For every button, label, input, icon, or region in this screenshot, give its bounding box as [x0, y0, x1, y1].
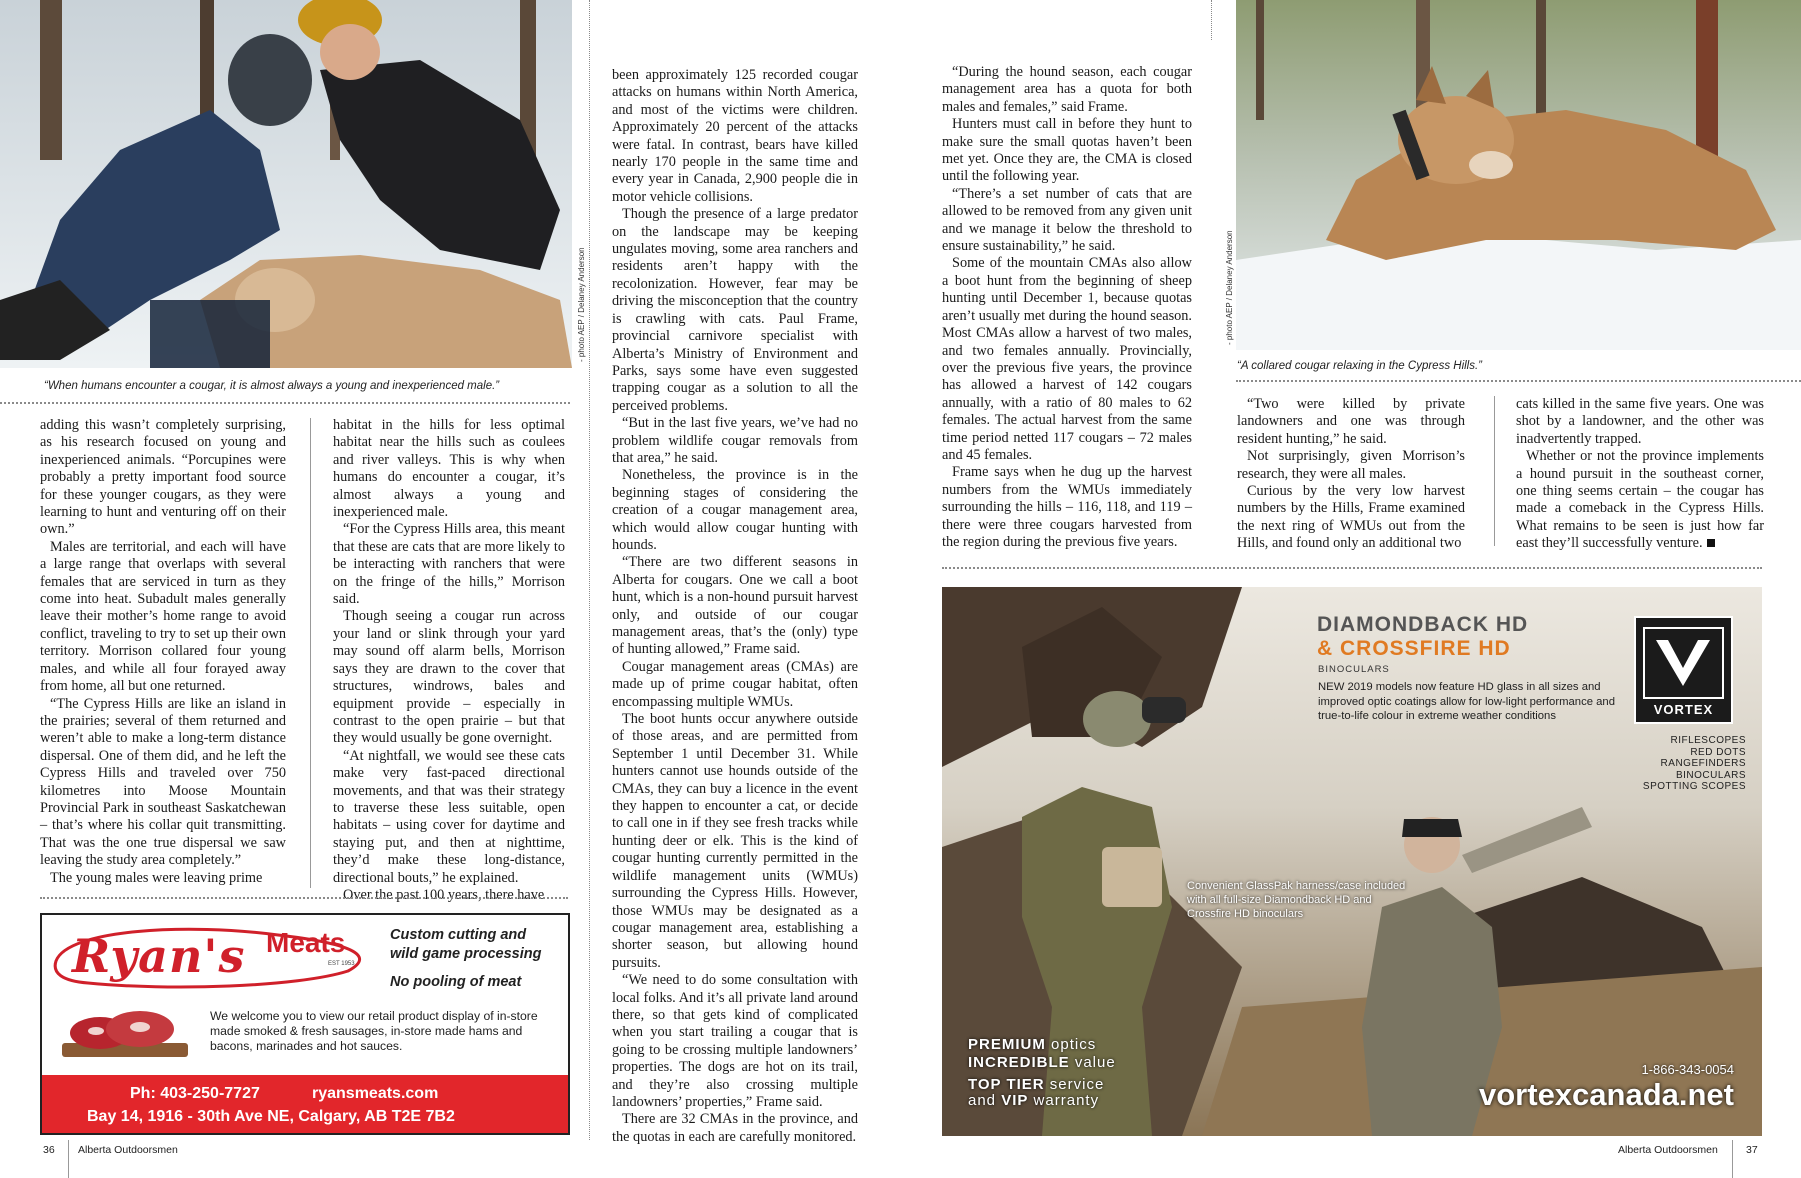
vortex-logo: [1634, 616, 1733, 724]
paragraph: Males are territorial, and each will have a large range that overlaps with several females that are serviced in turn as they come into heat. Subadult males generally leave their mother’s home range to avoid conflict, traveling to try to set up their own territory. Morrison collared four young males, and while all four forayed away from home, all but one returned.: [40, 538, 286, 695]
paragraph: There are 32 CMAs in the province, and the quotas in each are carefully monitored.: [612, 1111, 858, 1145]
photo-credit: - photo AEP / Delaney Anderson: [1225, 230, 1234, 345]
photo-caption: “A collared cougar relaxing in the Cypress Hills.”: [1237, 360, 1483, 372]
paragraph: Some of the mountain CMAs also allow a boot hunt from the beginning of sheep hunting until December 1, because quotas aren’t usually met during the hound season. Most CMAs allow a harvest of two males, and two females annually. Provincially, over the previous five years, the province has allowed a harvest of 142 cougars annually, with a ratio of 80 males to 62 females. The actual harvest from the same time period netted 117 cougars – 72 males and 45 females.: [942, 255, 1192, 463]
paragraph: Curious by the very low harvest numbers by the Hills, Frame examined the next ring of WMUs out from the Hills, and found only an additional two: [1237, 483, 1465, 552]
slogan-text: service: [1044, 1076, 1105, 1093]
product-item: SPOTTING SCOPES: [1642, 781, 1746, 792]
end-of-article-icon: [1707, 539, 1715, 547]
column-rule: [589, 0, 590, 1140]
paragraph: Hunters must call in before they hunt to make sure the small quotas haven’t been met yet. Once they are, the CMA is closed until the following year.: [942, 116, 1192, 185]
paragraph-text: Whether or not the province implements a hound pursuit in the southeast corner, one thing seems certain – the cougar has made a comeback in the Cypress Hills. What remains to be seen is just how far east they’ll successfully venture.: [1516, 448, 1764, 552]
footer-rule: [1732, 1140, 1733, 1178]
article-column-5: [1237, 396, 1465, 553]
product-item: RIFLESCOPES: [1670, 735, 1746, 746]
ad-description: NEW 2019 models now feature HD glass in all sizes and improved optic coatings allow for low-light performance and true-to-life colour in extreme weather conditions: [1318, 681, 1616, 722]
vortex-binoculars-ad[interactable]: [942, 587, 1762, 1136]
glasspak-note: Convenient GlassPak harness/case included with all full-size Diamondback HD and Crossfire HD binoculars: [1187, 880, 1406, 920]
paragraph: Cougar management areas (CMAs) are made up of prime cougar habitat, often encompassing multiple WMUs.: [612, 658, 858, 710]
slogan-text: optics: [1045, 1036, 1097, 1053]
contact-band: [42, 1075, 568, 1135]
product-list: [1643, 735, 1746, 793]
paragraph: Nonetheless, the province is in the beginning stages of considering the creation of a cougar management area, which would allow cougar hunting with hounds.: [612, 467, 858, 553]
article-column-2: [333, 417, 565, 904]
ad-title: DIAMONDBACK HD: [1317, 613, 1529, 636]
phone-number[interactable]: 1-866-343-0054: [1641, 1062, 1734, 1077]
paragraph: adding this wasn’t completely surprising, as his research focused on young and inexperienced animals. “Porcupines were probably a pretty important food source for these younger cougars, as they were learning to hunt and venturing off on their own.”: [40, 417, 286, 538]
page-number: 37: [1746, 1144, 1758, 1156]
tagline: wild game processing: [390, 946, 542, 962]
tagline: Custom cutting and: [390, 927, 527, 943]
divider: [942, 567, 1762, 569]
paragraph: cats killed in the same five years. One was shot by a landowner, and the other was inadvertently trapped.: [1516, 396, 1764, 447]
paragraph: “But in the last five years, we’ve had no problem wildlife cougar removals from that area,” he said.: [612, 415, 858, 466]
vortex-v-icon: [1636, 624, 1731, 704]
article-column-6: [1516, 396, 1764, 553]
paragraph: Though the presence of a large predator on the landscape may be keeping ungulates moving, some area ranchers and residents aren’t happy with the recolonization. However, fear may be driving the misconception that the country is crawling with cats. Paul Frame, provincial carnivore specialist with Alberta’s Ministry of Environment and Parks, says some have even suggested trapping cougar as a solution to all the perceived problems.: [612, 206, 858, 414]
paragraph: habitat in the hills for less optimal habitat near the hills such as coulees and river valleys. This is why when humans do encounter a cougar, it’s almost always a young and inexperienced male.: [333, 417, 565, 521]
gutter: [1211, 0, 1212, 40]
paragraph: “During the hound season, each cougar management area has a quota for both males and females,” said Frame.: [942, 64, 1192, 115]
page-number: 36: [43, 1144, 55, 1156]
website-link[interactable]: vortexcanada.net: [1479, 1077, 1734, 1112]
ad-description: We welcome you to view our retail product display of in-store made smoked & fresh sausages, in-store made hams and bacons, marinades and hot sauces.: [210, 1009, 538, 1053]
slogan-text: value: [1069, 1054, 1116, 1071]
tagline: No pooling of meat: [390, 974, 522, 990]
slogan-bold: INCREDIBLE: [968, 1054, 1070, 1071]
ad-subtitle: BINOCULARS: [1318, 664, 1390, 675]
paragraph: Frame says when he dug up the harvest numbers from the WMUs immediately surrounding the hills – 116, 118, and 119 – there were three cougars harvested from the region during the previous five years.: [942, 464, 1192, 550]
column-rule: [310, 418, 311, 888]
vortex-logo-text: VORTEX: [1653, 702, 1714, 717]
divider: [40, 897, 568, 899]
paragraph: been approximately 125 recorded cougar attacks on humans within North America, and most of the victims were children. Approximately 20 percent of the attacks were fatal. In contrast, bears have killed nearly 170 people in the same time and every year in Canada, 2,900 people die in motor vehicle collisions.: [612, 67, 858, 205]
slogan-text: warranty: [1028, 1092, 1100, 1109]
established-label: EST 1953: [328, 961, 355, 967]
magazine-name: Alberta Outdoorsmen: [1618, 1144, 1718, 1156]
paragraph: Over the past 100 years, there have: [343, 886, 545, 903]
ryans-logo: Ryan's: [72, 929, 246, 983]
website-link[interactable]: ryansmeats.com: [312, 1085, 439, 1102]
phone-number[interactable]: Ph: 403-250-7727: [130, 1085, 260, 1102]
ad-slogan: [968, 1036, 1096, 1054]
ad-title: & CROSSFIRE HD: [1317, 637, 1511, 660]
divider: [1236, 380, 1801, 382]
ad-slogan: [968, 1054, 1116, 1072]
paragraph: Though seeing a cougar run across your land or slink through your yard may sound off alarm bells, Morrison says they are drawn to the cover that structures, windrows, bales and equipment provide – especially in contrast to the open prairie – but that they would usually be gone overnight.: [333, 608, 565, 747]
paragraph: The young males were leaving prime: [50, 869, 263, 886]
collared-cougar-photo: [1236, 0, 1801, 350]
paragraph: “There’s a set number of cats that are allowed to be removed from any given unit and we manage it below the threshold to ensure sustainability,” he said.: [942, 185, 1192, 255]
meats-word: Meats: [266, 927, 346, 958]
paragraph: “Two were killed by private landowners and one was through resident hunting,” he said.: [1237, 396, 1465, 447]
address: Bay 14, 1916 - 30th Ave NE, Calgary, AB T2E 7B2: [87, 1108, 455, 1125]
magazine-name: Alberta Outdoorsmen: [78, 1144, 178, 1156]
paragraph: “At nightfall, we would see these cats make very fast-paced directional movements, and that was their strategy to traverse these less suitable, open habitats – using cover for daytime and staying put, and then at nighttime, they’d make these long-distance, directional bouts,” he explained.: [333, 747, 565, 886]
slogan-bold: PREMIUM: [968, 1036, 1046, 1053]
slogan-bold: TOP TIER: [968, 1076, 1045, 1093]
article-column-4: [942, 64, 1192, 551]
ad-slogan: [968, 1092, 1099, 1110]
paragraph: “For the Cypress Hills area, this meant that these are cats that are more likely to be interacting with ranchers that were on the fringe of the hills,” Morrison said.: [333, 521, 565, 608]
meat-cuts-icon: [60, 1003, 190, 1061]
ryans-meats-ad[interactable]: [40, 913, 570, 1135]
paragraph: “We need to do some consultation with local folks. And it’s all private land around there, so that gets kind of complicated when you start trailing a cougar that is going to be crossing multiple landowners’ properties. The dogs are hot on its trail, and they’re also crossing multiple landowners’ properties,” Frame said.: [612, 972, 858, 1110]
product-item: BINOCULARS: [1675, 769, 1746, 781]
footer-rule: [68, 1140, 69, 1178]
column-rule: [1494, 396, 1495, 546]
paragraph: [1516, 448, 1764, 552]
paragraph: The boot hunts occur anywhere outside of those areas, and are permitted from September 1 until December 31. While hunters cannot use hounds outside of the CMAs, they can buy a licence in the event they happen to encounter a cat, or decide to call one in if they see fresh tracks while hunting deer or elk. This is the kind of cougar hunting currently permitted in the wildlife management units (WMUs) surrounding the Cypress Hills. However, those WMUs may be designated as a cougar management area, establishing a shorter season, but allowing hound pursuits.: [612, 711, 858, 971]
paragraph: “There are two different seasons in Alberta for cougars. One we call a boot hunt, which is a non-hound pursuit harvest only, and outside of our cougar management areas, that’s the (only) type of hunting allowed,” Frame said.: [612, 554, 858, 658]
product-item: RED DOTS: [1690, 746, 1746, 758]
cougar-collaring-photo: [0, 0, 572, 368]
paragraph: “The Cypress Hills are like an island in the prairies; several of them returned and weren’t able to make a long-term distance dispersal. One of them did, and he left the Cypress Hills and traveled over 750 kilometres into Moose Mountain Provincial Park in southeast Saskatchewan – that’s where his collar quit transmitting. That was the one true dispersal we saw leaving the study area completely.”: [40, 695, 286, 869]
article-column-3: [612, 67, 858, 1146]
product-item: RANGEFINDERS: [1660, 758, 1746, 769]
divider: [0, 402, 570, 404]
photo-credit: - photo AEP / Delaney Anderson: [577, 247, 586, 362]
photo-caption: “When humans encounter a cougar, it is almost always a young and inexperienced male.”: [44, 380, 500, 392]
paragraph: Not surprisingly, given Morrison’s research, they were all males.: [1237, 448, 1465, 482]
article-column-1: [40, 417, 286, 887]
slogan-text: and: [968, 1092, 1002, 1109]
slogan-bold: VIP: [1001, 1092, 1029, 1109]
